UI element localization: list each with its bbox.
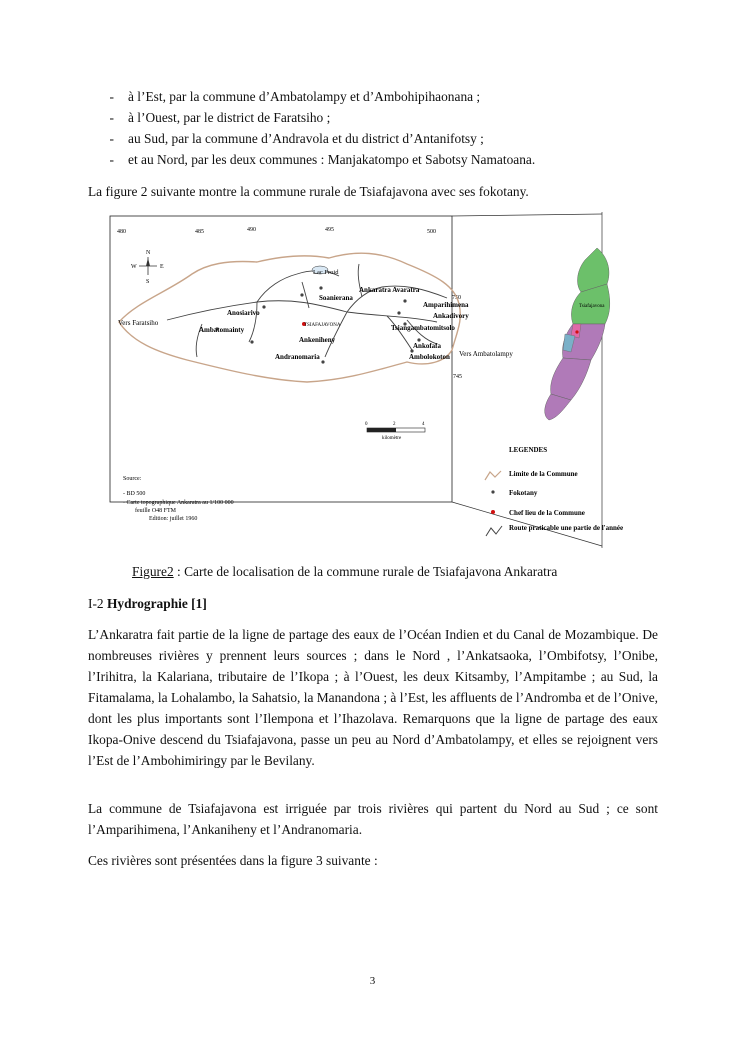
tick-label: 745: [453, 374, 462, 380]
place-label: Ambolokoton: [409, 353, 450, 361]
fokotany-legend-icon: [491, 490, 494, 493]
svg-text:E: E: [160, 264, 164, 270]
hydrography-paragraph: L’Ankaratra fait partie de la ligne de partage des eaux de l’Océan Indien et du Canal de Mozambique. De nombreuses rivières y prennent leurs sources ; dans le Nord , l’Ankatsaoka, l’Ombifotsy, l’Onibe, l’Irihitra, la Kalariana, tributaire de l’Ikopa ; à l’Ouest, les deux Kitsamby, l’Ampitambe ; au Sud, la Fitamalama, la Lohalambo, la Sahatsio, la Manandona ; à l’Est, les affluents de l’Andromba et de l’Onive, dont les plus importants sont l’Ilempona et l’Ihazolava. Remarquons que la ligne de partage des eaux Ikopa-Onive descend du Tsiafajavona, passe un peu au Nord d’Ambatolampy, et elles se rejoignent vers l’Est de l’Ambohimiringy par le Bevilany.: [88, 627, 658, 768]
figure-caption: Figure2 : Carte de localisation de la commune rurale de Tsiafajavona Ankaratra: [132, 564, 558, 579]
place-label: Ankaratra Avaratra: [359, 286, 420, 294]
legend-title: LEGENDES: [509, 446, 548, 454]
svg-text:feuille O48 FTM: feuille O48 FTM: [135, 508, 176, 514]
tick-label: 490: [247, 227, 256, 233]
road-legend-icon: [486, 526, 502, 536]
inset-label: Tsiafajavona: [579, 304, 605, 309]
section-heading: I-2 Hydrographie [1]: [88, 596, 207, 611]
list-item: - à l’Est, par la commune d’Ambatolampy et d’Ambohipihaonana ;: [109, 89, 481, 104]
place-label: Vers Ambatolampy: [459, 350, 513, 358]
place-label: Anosiarivo: [227, 309, 260, 317]
place-label: Ankeniheny: [299, 336, 336, 344]
svg-text:- BD 500: - BD 500: [123, 491, 146, 497]
inset-connector-top: [452, 214, 602, 216]
svg-text:- Carte topographique Ankarat: - Carte topographique Ankaratra au 1/100 000: [123, 500, 234, 506]
tick-label: 500: [427, 229, 436, 235]
list-item: - au Sud, par la commune d’Andravola et du district d’Antanifotsy ;: [109, 131, 484, 146]
place-label: TSIAFAJAVONA: [304, 323, 341, 328]
tick-label: 750: [452, 295, 461, 301]
map-legend: [485, 446, 623, 536]
place-label: Soanierana: [319, 294, 353, 302]
tick-label: 485: [195, 229, 204, 235]
svg-text:2: 2: [393, 422, 396, 427]
svg-text:N: N: [146, 250, 151, 256]
legend-item: Chef lieu de la Commune: [509, 509, 585, 517]
svg-text:W: W: [131, 264, 137, 270]
madagascar-inset: [545, 248, 610, 420]
legend-item: Route praticable une partie de l'année: [509, 524, 624, 532]
rivers-paragraph: La commune de Tsiafajavona est irriguée par trois rivières qui partent du Nord au Sud ; ce sont l’Amparihimena, l’Ankaniheny et l’Andranomaria.: [88, 801, 658, 837]
place-label: Lac Froid: [313, 269, 339, 276]
location-map: [107, 212, 627, 557]
chef-lieu-legend-icon: [491, 510, 495, 514]
svg-text:0: 0: [365, 422, 368, 427]
svg-text:Edition: juillet 1960: Edition: juillet 1960: [149, 516, 198, 522]
page-number: 3: [369, 975, 376, 987]
place-label: Ankadivory: [433, 312, 469, 320]
legend-item: Limite de la Commune: [509, 470, 578, 478]
svg-text:kilomètre: kilomètre: [382, 436, 402, 441]
intro-paragraph: La figure 2 suivante montre la commune rurale de Tsiafajavona avec ses fokotany.: [88, 184, 529, 199]
location-map-figure: [107, 212, 627, 557]
place-label: Vers Faratsiho: [118, 319, 159, 327]
list-item: - et au Nord, par les deux communes : Manjakatompo et Sabotsy Namatoana.: [109, 152, 536, 167]
tick-label: 480: [117, 229, 126, 235]
location-marker: [575, 330, 578, 333]
place-label: Ankofafa: [413, 342, 442, 350]
list-item: - à l’Ouest, par le district de Faratsiho ;: [109, 110, 331, 125]
place-label: Amparihimena: [423, 301, 469, 309]
boundary-legend-icon: [485, 471, 501, 480]
figure-reference: Figure2: [132, 564, 174, 579]
place-label: Andranomaria: [275, 353, 320, 361]
boundary-list: [88, 86, 668, 170]
svg-text:Source:: Source:: [123, 476, 142, 482]
place-label: Ambatomainty: [199, 326, 245, 334]
svg-text:S: S: [146, 279, 150, 285]
place-label: Tsiangambatomitsolo: [391, 324, 455, 332]
tick-label: 495: [325, 227, 334, 233]
legend-item: Fokotany: [509, 489, 538, 497]
figure3-intro-paragraph: Ces rivières sont présentées dans la figure 3 suivante :: [88, 853, 378, 868]
svg-text:4: 4: [422, 422, 425, 427]
